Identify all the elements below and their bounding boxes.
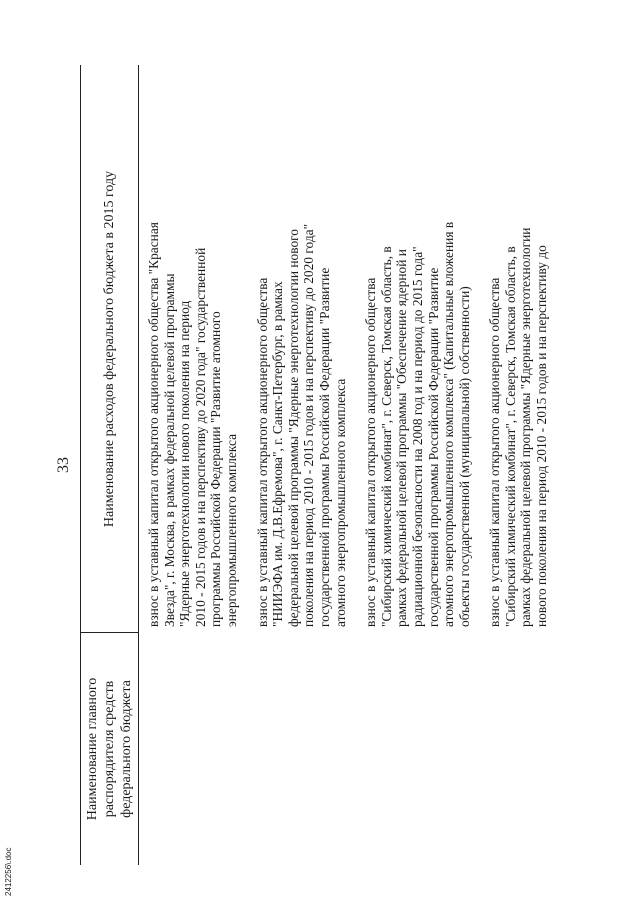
expenses-table: [80, 65, 590, 865]
row-text-line: атомного энергопромышленного комплекса: [332, 378, 348, 627]
row-text-line: энергопромышленного комплекса: [223, 433, 239, 627]
document-footer: [4, 838, 14, 898]
row-text-line: "Сибирский химический комбинат", г. Северск, Томская область, в: [378, 246, 394, 627]
row-text-line: 2010 - 2015 годов и на перспективу до 2020 года" государственной: [192, 247, 208, 627]
row-text-line: нового поколения на период 2010 - 2015 годов и на перспективу до: [534, 245, 550, 627]
row-text-line: атомного энергопромышленного комплекса" (Капитальные вложения в: [441, 221, 457, 627]
row-text-line: "НИИЭФА им. Д.В.Ефремова", г. Санкт-Петербург, в рамках: [270, 281, 286, 627]
row-text-line: государственной программы Российской Федерации "Развитие: [316, 267, 332, 627]
table-body: [146, 71, 565, 627]
footer-file-code: 2412256\.doc: [4, 847, 13, 896]
row-text-line: радиационной безопасности на 2008 год и на период до 2015 года": [409, 246, 425, 627]
table-row: [146, 71, 240, 627]
row-text-line: взнос в уставный капитал открытого акционерного общества: [487, 277, 503, 627]
row-text-line: взнос в уставный капитал открытого акционерного общества: [363, 277, 379, 627]
row-text-line: рамках федеральной целевой программы "Обеспечение ядерной и: [394, 249, 410, 627]
row-text-line: поколения на период 2010 - 2015 годов и на перспективу до 2020 года": [301, 223, 317, 627]
row-text-line: Звезда", г. Москва, в рамках федеральной целевой программы: [161, 273, 177, 627]
row-text-line: программы Российской Федерации "Развитие атомного: [208, 311, 224, 627]
header-bottom-rule: [138, 65, 139, 865]
row-text-line: взнос в уставный капитал открытого акционерного общества "Красная: [146, 222, 161, 627]
row-text-line: взнос в уставный капитал открытого акционерного общества: [254, 277, 270, 627]
row-text-line: рамках федеральной целевой программы "Ядерные энерготехнологии: [518, 227, 534, 627]
table-row: [255, 71, 349, 627]
row-text-line: федеральной целевой программы "Ядерные энерготехнологии нового: [285, 229, 301, 627]
page-number: 33: [55, 457, 72, 473]
table-row: [363, 71, 472, 627]
row-text-line: государственной программы Российской Федерации "Развитие: [425, 267, 441, 627]
table-row: [487, 71, 549, 627]
row-text-line: объекты государственной (муниципальной) собственности): [456, 286, 472, 627]
row-text-line: "Сибирский химический комбинат", г. Северск, Томская область, в: [502, 246, 518, 627]
header-budget-administrator: Наименование главного распорядителя средств федерального бюджета: [84, 677, 134, 821]
rotated-page: [50, 65, 590, 865]
header-expense-name: Наименование расходов федерального бюджета в 2015 году: [101, 170, 117, 528]
row-text-line: "Ядерные энерготехнологии нового поколения на период: [177, 300, 193, 627]
